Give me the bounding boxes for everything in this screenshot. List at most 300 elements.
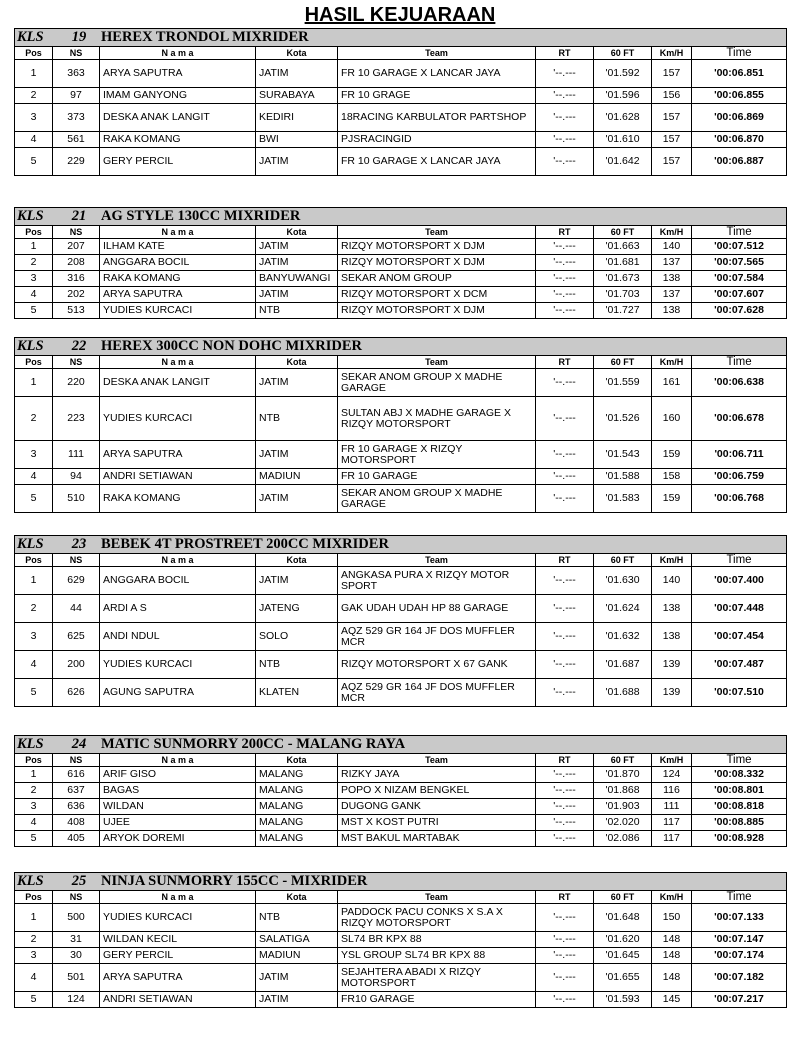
cell-rt: '--.--- [536, 595, 594, 623]
cell-ns: 405 [53, 831, 100, 847]
column-header-kmh: Km/H [652, 356, 692, 369]
cell-ft: '01.583 [594, 485, 652, 513]
cell-kmh: 124 [652, 767, 692, 783]
cell-time: '00:06.851 [692, 60, 787, 88]
cell-ns: 363 [53, 60, 100, 88]
cell-ft: '01.687 [594, 651, 652, 679]
cell-ns: 629 [53, 567, 100, 595]
header-row [15, 226, 787, 239]
cell-rt: '--.--- [536, 948, 594, 964]
cell-kmh: 148 [652, 948, 692, 964]
cell-pos: 4 [15, 964, 53, 992]
cell-pos: 5 [15, 485, 53, 513]
cell-kota: JATIM [256, 287, 338, 303]
column-header-time: Time [692, 891, 787, 904]
cell-kota: MALANG [256, 799, 338, 815]
cell-time: '00:07.400 [692, 567, 787, 595]
cell-ft: '01.868 [594, 783, 652, 799]
cell-ns: 637 [53, 783, 100, 799]
cell-kota: JATIM [256, 239, 338, 255]
cell-ns: 316 [53, 271, 100, 287]
cell-nama: ANGGARA BOCIL [100, 255, 256, 271]
column-header-pos: Pos [15, 891, 53, 904]
cell-kota: JATIM [256, 567, 338, 595]
cell-nama: IMAM GANYONG [100, 88, 256, 104]
cell-kota: JATENG [256, 595, 338, 623]
cell-team: SEKAR ANOM GROUP [338, 271, 536, 287]
cell-rt: '--.--- [536, 148, 594, 176]
cell-team: FR 10 GARAGE X RIZQY MOTORSPORT [338, 441, 536, 469]
cell-ns: 501 [53, 964, 100, 992]
cell-team: FR 10 GARAGE [338, 469, 536, 485]
table-row [15, 441, 787, 469]
table-row [15, 104, 787, 132]
results-table-kls-19 [14, 28, 787, 176]
cell-kota: JATIM [256, 255, 338, 271]
cell-team: POPO X NIZAM BENGKEL [338, 783, 536, 799]
cell-ns: 500 [53, 904, 100, 932]
cell-ns: 561 [53, 132, 100, 148]
cell-kota: SURABAYA [256, 88, 338, 104]
column-header-kmh: Km/H [652, 754, 692, 767]
class-title-row [15, 736, 787, 754]
table-row [15, 567, 787, 595]
cell-rt: '--.--- [536, 397, 594, 441]
table-row [15, 651, 787, 679]
cell-pos: 3 [15, 623, 53, 651]
cell-ft: '01.663 [594, 239, 652, 255]
cell-rt: '--.--- [536, 904, 594, 932]
cell-team: SEKAR ANOM GROUP X MADHE GARAGE [338, 485, 536, 513]
class-label: KLS [17, 535, 44, 552]
cell-kmh: 117 [652, 815, 692, 831]
cell-rt: '--.--- [536, 964, 594, 992]
cell-kmh: 157 [652, 132, 692, 148]
class-number: 24 [71, 735, 87, 752]
class-number: 21 [71, 207, 87, 224]
cell-time: '00:07.584 [692, 271, 787, 287]
table-row [15, 964, 787, 992]
cell-team: ANGKASA PURA X RIZQY MOTOR SPORT [338, 567, 536, 595]
cell-ns: 408 [53, 815, 100, 831]
cell-time: '00:06.855 [692, 88, 787, 104]
cell-time: '00:06.678 [692, 397, 787, 441]
cell-ns: 31 [53, 932, 100, 948]
cell-kmh: 137 [652, 255, 692, 271]
table-row [15, 271, 787, 287]
column-header-nama: N a m a [100, 554, 256, 567]
column-header-nama: N a m a [100, 356, 256, 369]
cell-ft: '01.624 [594, 595, 652, 623]
table-row [15, 469, 787, 485]
cell-rt: '--.--- [536, 369, 594, 397]
cell-pos: 1 [15, 369, 53, 397]
cell-ft: '01.870 [594, 767, 652, 783]
cell-team: SEJAHTERA ABADI X RIZQY MOTORSPORT [338, 964, 536, 992]
cell-pos: 1 [15, 904, 53, 932]
cell-kmh: 145 [652, 992, 692, 1008]
column-header-kota: Kota [256, 226, 338, 239]
cell-nama: ARYA SAPUTRA [100, 441, 256, 469]
column-header-time: Time [692, 226, 787, 239]
cell-team: AQZ 529 GR 164 JF DOS MUFFLER MCR [338, 679, 536, 707]
cell-time: '00:08.885 [692, 815, 787, 831]
header-row [15, 554, 787, 567]
table-row [15, 148, 787, 176]
column-header-pos: Pos [15, 554, 53, 567]
cell-team: 18RACING KARBULATOR PARTSHOP [338, 104, 536, 132]
table-row [15, 623, 787, 651]
cell-nama: RAKA KOMANG [100, 485, 256, 513]
cell-kmh: 137 [652, 287, 692, 303]
cell-pos: 5 [15, 679, 53, 707]
cell-time: '00:08.332 [692, 767, 787, 783]
results-table-kls-23 [14, 535, 787, 707]
cell-ft: '01.681 [594, 255, 652, 271]
class-name: AG STYLE 130CC MIXRIDER [101, 207, 301, 224]
class-title-row [15, 873, 787, 891]
cell-rt: '--.--- [536, 287, 594, 303]
cell-rt: '--.--- [536, 132, 594, 148]
cell-kmh: 158 [652, 469, 692, 485]
cell-kota: JATIM [256, 964, 338, 992]
column-header-ft: 60 FT [594, 356, 652, 369]
cell-nama: RAKA KOMANG [100, 271, 256, 287]
column-header-ft: 60 FT [594, 554, 652, 567]
cell-time: '00:07.565 [692, 255, 787, 271]
cell-team: FR 10 GARAGE X LANCAR JAYA [338, 148, 536, 176]
header-row [15, 47, 787, 60]
cell-rt: '--.--- [536, 303, 594, 319]
results-table-kls-21 [14, 207, 787, 319]
header-row [15, 356, 787, 369]
cell-team: FR 10 GARAGE X LANCAR JAYA [338, 60, 536, 88]
cell-ns: 229 [53, 148, 100, 176]
header-row [15, 754, 787, 767]
column-header-kota: Kota [256, 891, 338, 904]
cell-kmh: 156 [652, 88, 692, 104]
table-row [15, 783, 787, 799]
table-row [15, 595, 787, 623]
cell-pos: 2 [15, 255, 53, 271]
class-name: HEREX TRONDOL MIXRIDER [101, 28, 309, 45]
cell-nama: WILDAN [100, 799, 256, 815]
cell-ns: 513 [53, 303, 100, 319]
cell-time: '00:06.759 [692, 469, 787, 485]
cell-ft: '01.610 [594, 132, 652, 148]
column-header-ft: 60 FT [594, 891, 652, 904]
cell-ft: '01.655 [594, 964, 652, 992]
cell-rt: '--.--- [536, 623, 594, 651]
cell-rt: '--.--- [536, 485, 594, 513]
cell-pos: 1 [15, 60, 53, 88]
cell-time: '00:07.133 [692, 904, 787, 932]
cell-nama: ANDI NDUL [100, 623, 256, 651]
cell-kmh: 117 [652, 831, 692, 847]
cell-team: FR10 GARAGE [338, 992, 536, 1008]
column-header-kmh: Km/H [652, 47, 692, 60]
cell-kmh: 138 [652, 303, 692, 319]
cell-nama: ARYA SAPUTRA [100, 964, 256, 992]
cell-kmh: 111 [652, 799, 692, 815]
table-row [15, 992, 787, 1008]
cell-time: '00:07.217 [692, 992, 787, 1008]
cell-kmh: 139 [652, 651, 692, 679]
cell-rt: '--.--- [536, 932, 594, 948]
cell-ft: '01.526 [594, 397, 652, 441]
cell-ft: '01.642 [594, 148, 652, 176]
cell-rt: '--.--- [536, 88, 594, 104]
cell-pos: 5 [15, 148, 53, 176]
cell-time: '00:07.628 [692, 303, 787, 319]
cell-kmh: 138 [652, 271, 692, 287]
cell-time: '00:06.711 [692, 441, 787, 469]
cell-kmh: 159 [652, 485, 692, 513]
table-row [15, 932, 787, 948]
cell-rt: '--.--- [536, 255, 594, 271]
cell-ft: '01.703 [594, 287, 652, 303]
column-header-team: Team [338, 554, 536, 567]
table-row [15, 679, 787, 707]
class-label: KLS [17, 735, 44, 752]
column-header-time: Time [692, 554, 787, 567]
cell-ns: 625 [53, 623, 100, 651]
cell-pos: 3 [15, 271, 53, 287]
column-header-ns: NS [53, 891, 100, 904]
cell-time: '00:08.928 [692, 831, 787, 847]
cell-ft: '01.592 [594, 60, 652, 88]
column-header-kmh: Km/H [652, 554, 692, 567]
column-header-kota: Kota [256, 356, 338, 369]
table-row [15, 397, 787, 441]
cell-rt: '--.--- [536, 60, 594, 88]
cell-nama: AGUNG SAPUTRA [100, 679, 256, 707]
cell-nama: ANDRI SETIAWAN [100, 469, 256, 485]
class-name: NINJA SUNMORRY 155CC - MIXRIDER [101, 872, 368, 889]
column-header-rt: RT [536, 47, 594, 60]
cell-time: '00:06.870 [692, 132, 787, 148]
cell-time: '00:08.818 [692, 799, 787, 815]
cell-rt: '--.--- [536, 992, 594, 1008]
cell-kmh: 116 [652, 783, 692, 799]
class-name: MATIC SUNMORRY 200CC - MALANG RAYA [101, 735, 406, 752]
cell-time: '00:07.147 [692, 932, 787, 948]
cell-rt: '--.--- [536, 651, 594, 679]
cell-rt: '--.--- [536, 799, 594, 815]
class-label: KLS [17, 28, 44, 45]
cell-kmh: 157 [652, 148, 692, 176]
column-header-rt: RT [536, 754, 594, 767]
cell-time: '00:07.487 [692, 651, 787, 679]
column-header-kota: Kota [256, 47, 338, 60]
cell-nama: DESKA ANAK LANGIT [100, 369, 256, 397]
cell-ft: '01.628 [594, 104, 652, 132]
cell-nama: YUDIES KURCACI [100, 904, 256, 932]
cell-rt: '--.--- [536, 767, 594, 783]
cell-kota: JATIM [256, 992, 338, 1008]
column-header-ns: NS [53, 226, 100, 239]
cell-pos: 4 [15, 651, 53, 679]
cell-rt: '--.--- [536, 567, 594, 595]
cell-time: '00:06.869 [692, 104, 787, 132]
cell-kmh: 157 [652, 60, 692, 88]
column-header-pos: Pos [15, 754, 53, 767]
table-row [15, 88, 787, 104]
table-row [15, 948, 787, 964]
cell-time: '00:06.768 [692, 485, 787, 513]
column-header-pos: Pos [15, 47, 53, 60]
cell-ns: 202 [53, 287, 100, 303]
class-label: KLS [17, 207, 44, 224]
class-number: 19 [71, 28, 87, 45]
cell-pos: 4 [15, 815, 53, 831]
cell-ns: 616 [53, 767, 100, 783]
cell-ft: '01.596 [594, 88, 652, 104]
cell-pos: 4 [15, 132, 53, 148]
cell-ft: '01.727 [594, 303, 652, 319]
cell-nama: WILDAN KECIL [100, 932, 256, 948]
class-number: 22 [71, 337, 87, 354]
cell-ft: '01.559 [594, 369, 652, 397]
table-row [15, 767, 787, 783]
cell-kota: JATIM [256, 441, 338, 469]
header-row [15, 891, 787, 904]
class-title-row [15, 208, 787, 226]
cell-ns: 208 [53, 255, 100, 271]
cell-kota: BWI [256, 132, 338, 148]
cell-rt: '--.--- [536, 239, 594, 255]
class-title [15, 208, 787, 226]
cell-team: MST X KOST PUTRI [338, 815, 536, 831]
cell-nama: ARYA SAPUTRA [100, 60, 256, 88]
cell-kota: MADIUN [256, 948, 338, 964]
cell-kmh: 150 [652, 904, 692, 932]
cell-kota: JATIM [256, 485, 338, 513]
cell-time: '00:07.182 [692, 964, 787, 992]
cell-pos: 2 [15, 595, 53, 623]
cell-rt: '--.--- [536, 815, 594, 831]
cell-kota: KLATEN [256, 679, 338, 707]
cell-team: FR 10 GRAGE [338, 88, 536, 104]
cell-ft: '01.632 [594, 623, 652, 651]
column-header-ns: NS [53, 554, 100, 567]
column-header-time: Time [692, 47, 787, 60]
cell-time: '00:07.607 [692, 287, 787, 303]
cell-ft: '01.648 [594, 904, 652, 932]
column-header-nama: N a m a [100, 891, 256, 904]
cell-pos: 3 [15, 948, 53, 964]
cell-kmh: 139 [652, 679, 692, 707]
column-header-pos: Pos [15, 356, 53, 369]
cell-kota: JATIM [256, 60, 338, 88]
column-header-ns: NS [53, 47, 100, 60]
column-header-ft: 60 FT [594, 47, 652, 60]
class-title [15, 536, 787, 554]
cell-time: '00:08.801 [692, 783, 787, 799]
cell-ns: 510 [53, 485, 100, 513]
cell-team: RIZQY MOTORSPORT X DJM [338, 239, 536, 255]
class-title [15, 736, 787, 754]
cell-ns: 97 [53, 88, 100, 104]
cell-kmh: 148 [652, 932, 692, 948]
cell-kmh: 140 [652, 239, 692, 255]
cell-kota: SOLO [256, 623, 338, 651]
column-header-ns: NS [53, 754, 100, 767]
table-row [15, 255, 787, 271]
cell-kota: BANYUWANGI [256, 271, 338, 287]
cell-pos: 3 [15, 441, 53, 469]
cell-kmh: 140 [652, 567, 692, 595]
cell-kmh: 160 [652, 397, 692, 441]
results-table-kls-25 [14, 872, 787, 1008]
cell-ft: '01.620 [594, 932, 652, 948]
cell-team: YSL GROUP SL74 BR KPX 88 [338, 948, 536, 964]
cell-rt: '--.--- [536, 469, 594, 485]
cell-nama: YUDIES KURCACI [100, 651, 256, 679]
cell-kmh: 138 [652, 623, 692, 651]
cell-kota: MALANG [256, 815, 338, 831]
cell-team: RIZQY MOTORSPORT X DJM [338, 255, 536, 271]
table-row [15, 287, 787, 303]
column-header-ns: NS [53, 356, 100, 369]
cell-ns: 373 [53, 104, 100, 132]
cell-kmh: 138 [652, 595, 692, 623]
column-header-nama: N a m a [100, 754, 256, 767]
class-title-row [15, 536, 787, 554]
cell-nama: BAGAS [100, 783, 256, 799]
cell-ns: 111 [53, 441, 100, 469]
cell-ft: '01.688 [594, 679, 652, 707]
cell-pos: 4 [15, 469, 53, 485]
table-row [15, 904, 787, 932]
cell-kota: MALANG [256, 831, 338, 847]
cell-ns: 626 [53, 679, 100, 707]
cell-ns: 220 [53, 369, 100, 397]
cell-nama: ARDI A S [100, 595, 256, 623]
cell-nama: GERY PERCIL [100, 148, 256, 176]
cell-pos: 3 [15, 104, 53, 132]
cell-time: '00:06.887 [692, 148, 787, 176]
cell-kota: JATIM [256, 148, 338, 176]
table-row [15, 132, 787, 148]
column-header-pos: Pos [15, 226, 53, 239]
cell-team: RIZQY MOTORSPORT X DCM [338, 287, 536, 303]
cell-kota: MADIUN [256, 469, 338, 485]
cell-ft: '02.086 [594, 831, 652, 847]
table-row [15, 60, 787, 88]
cell-ft: '02.020 [594, 815, 652, 831]
column-header-rt: RT [536, 356, 594, 369]
cell-nama: ANGGARA BOCIL [100, 567, 256, 595]
class-title-row [15, 29, 787, 47]
cell-ft: '01.588 [594, 469, 652, 485]
cell-ns: 30 [53, 948, 100, 964]
column-header-time: Time [692, 356, 787, 369]
cell-nama: ARIF GISO [100, 767, 256, 783]
cell-nama: YUDIES KURCACI [100, 397, 256, 441]
cell-pos: 3 [15, 799, 53, 815]
class-number: 23 [71, 535, 87, 552]
cell-kota: NTB [256, 904, 338, 932]
cell-nama: DESKA ANAK LANGIT [100, 104, 256, 132]
table-row [15, 303, 787, 319]
class-label: KLS [17, 337, 44, 354]
results-table-kls-22 [14, 337, 787, 513]
cell-nama: GERY PERCIL [100, 948, 256, 964]
page-title: HASIL KEJUARAAN [304, 4, 496, 26]
column-header-team: Team [338, 47, 536, 60]
cell-team: RIZKY JAYA [338, 767, 536, 783]
